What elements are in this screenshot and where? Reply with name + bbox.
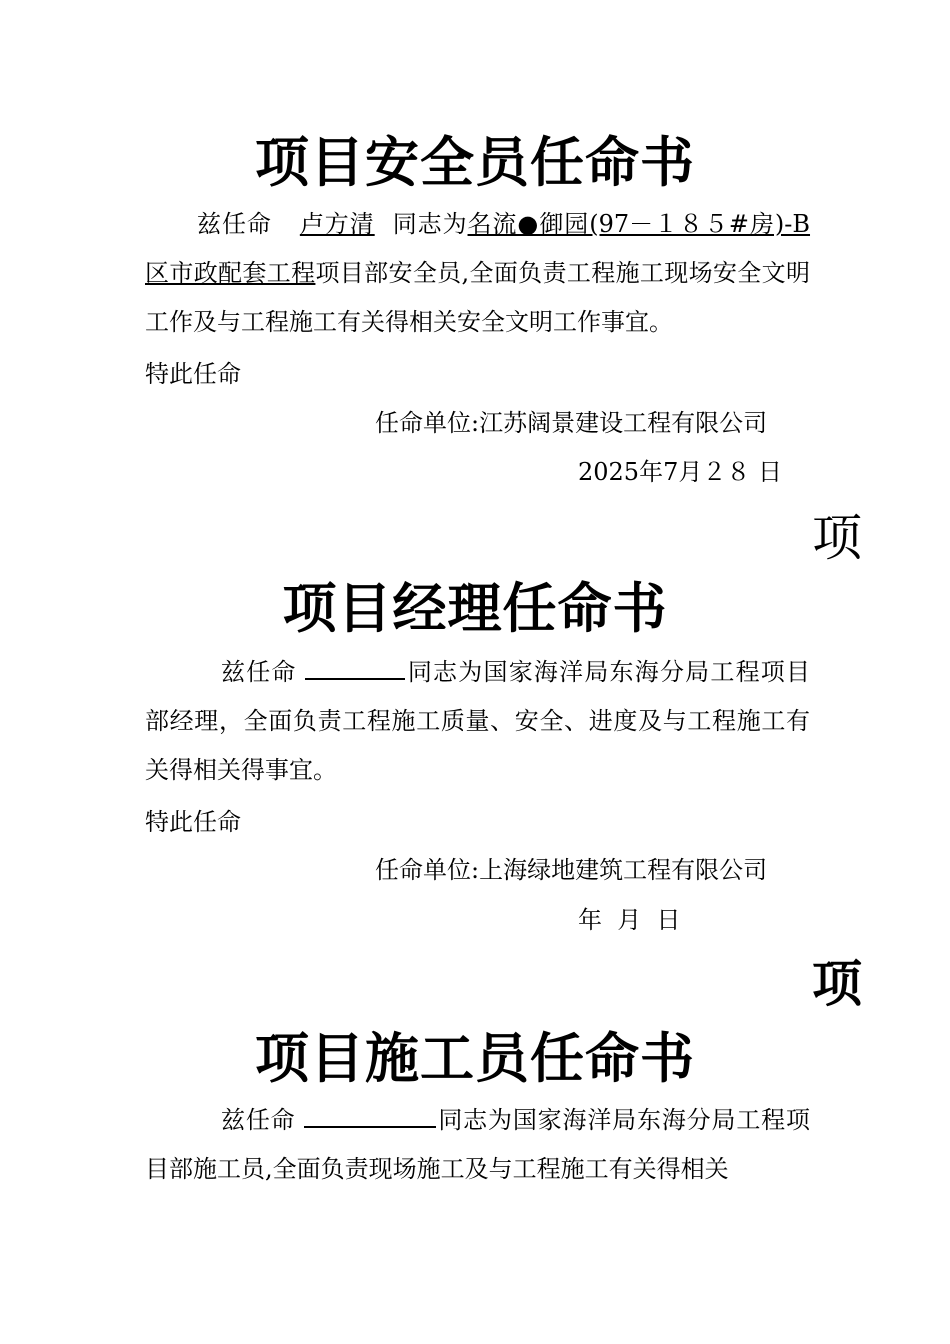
section1-title: 项目安全员任命书 — [255, 130, 695, 194]
section2-name-blank — [305, 654, 405, 680]
section2-date: 年 月 日 — [578, 906, 681, 934]
section1-appointee-name: 卢方清 — [299, 210, 375, 238]
section1-rest: 项目部安全员,全面负责工程施工现场安全文明工作及与工程施工有关得相关安全文明工作事宜。 — [145, 259, 810, 336]
stray-character-1: 项 — [812, 509, 862, 567]
section1-project-name: 名流●御园(97－１８５#房)-B区市政配套工程 — [145, 210, 811, 287]
section1-body — [145, 200, 810, 347]
section1-closing: 特此任命 — [145, 360, 241, 388]
section3-name-blank — [304, 1102, 436, 1128]
section2-rest: 同志为国家海洋局东海分局工程项目部经理，全面负责工程施工质量、安全、进度及与工程施工有关得相关得事宜。 — [145, 658, 811, 784]
section3-rest: 同志为国家海洋局东海分局工程项目部施工员,全面负责现场施工及与工程施工有关得相关 — [145, 1106, 810, 1183]
section1-as: 同志为 — [392, 210, 468, 238]
section1-date: 2025年7月２８ 日 — [578, 458, 782, 486]
section1-unit: 任命单位:江苏阔景建设工程有限公司 — [375, 409, 768, 437]
section2-unit: 任命单位:上海绿地建筑工程有限公司 — [375, 856, 768, 884]
section1-intro: 兹任命 — [197, 210, 272, 238]
section2-body — [145, 648, 810, 795]
section2-intro: 兹任命 — [221, 658, 297, 686]
section2-closing: 特此任命 — [145, 808, 241, 836]
stray-character-2: 项 — [812, 954, 862, 1013]
section3-body — [145, 1096, 810, 1194]
section3-title: 项目施工员任命书 — [255, 1026, 695, 1090]
section2-title: 项目经理任命书 — [282, 576, 668, 640]
section3-intro: 兹任命 — [221, 1106, 296, 1134]
